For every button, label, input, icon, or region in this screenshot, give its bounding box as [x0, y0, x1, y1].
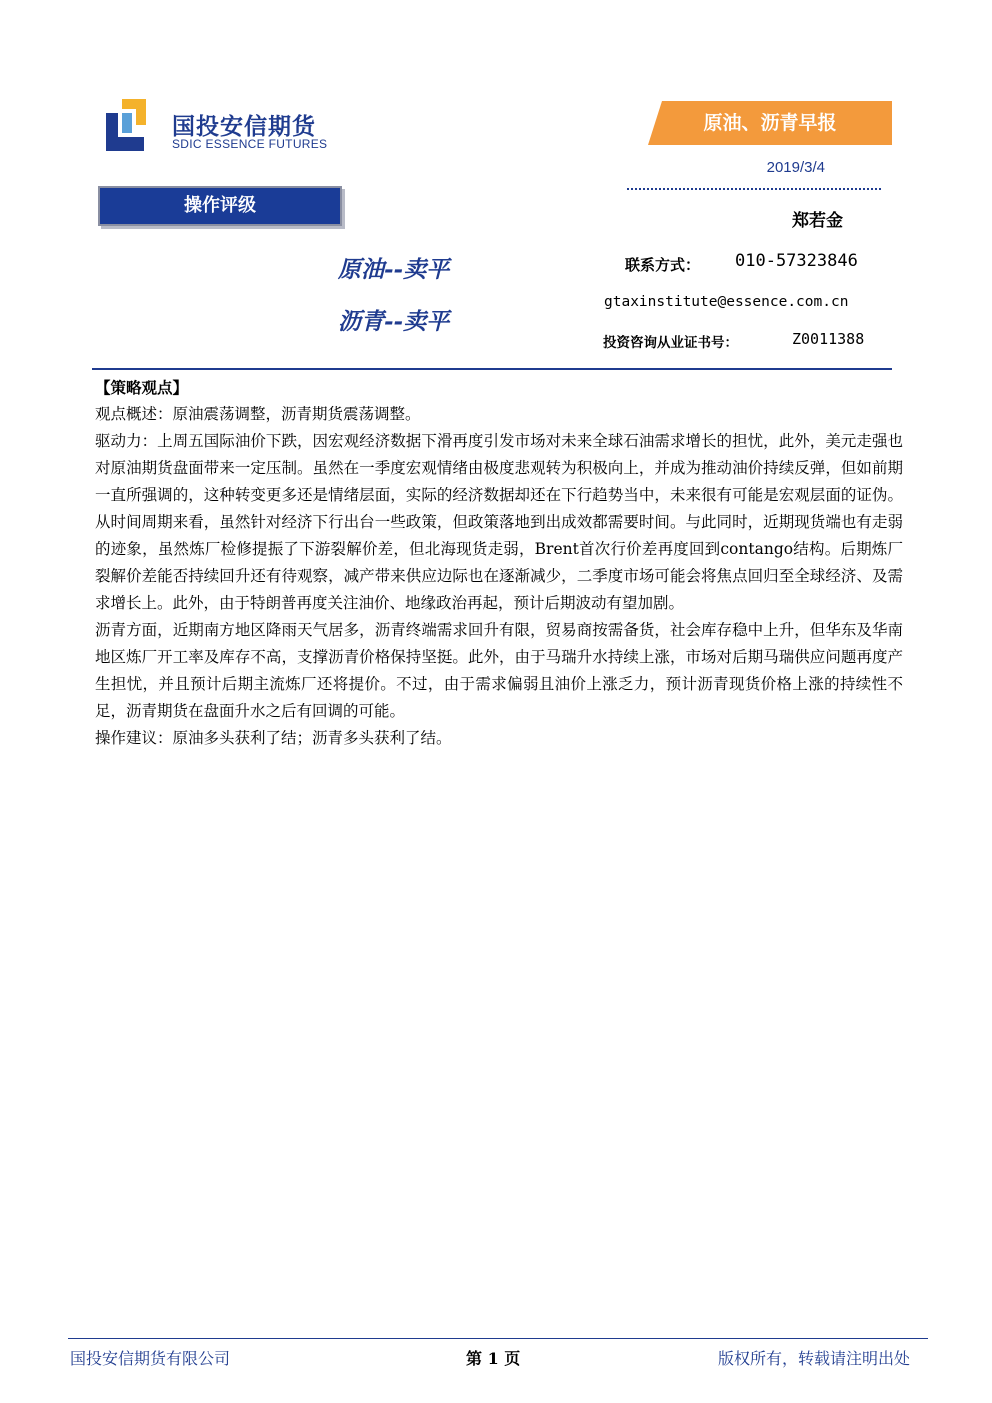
footer-divider	[68, 1338, 928, 1339]
report-type-title: 原油、沥青早报	[703, 112, 837, 134]
dotted-divider	[627, 188, 881, 190]
logo-text-cn: 国投安信期货	[172, 114, 316, 140]
section-title: 【策略观点】	[95, 378, 189, 397]
contact-phone: 010-57323846	[735, 251, 858, 271]
asphalt-rating: 沥青--卖平	[338, 308, 450, 335]
rating-box-label: 操作评级	[184, 195, 256, 216]
footer-company: 国投安信期货有限公司	[70, 1349, 231, 1368]
contact-email[interactable]: gtaxinstitute@essence.com.cn	[604, 294, 849, 310]
page-number: 第 1 页	[466, 1349, 521, 1368]
contact-label: 联系方式：	[625, 256, 701, 274]
drivers-paragraph: 驱动力：上周五国际油价下跌，因宏观经济数据下滑再度引发市场对未来全球石油需求增长的担忧，此外，美元走强也对原油期货盘面带来一定压制。虽然在一季度宏观情绪由极度悲观转为积极向上，并成为推动油价持续反弹，但如前期一直所强调的，这种转变更多还是情绪层面，实际的经济数据却还在下行趋势当中，未来很有可能是宏观层面的证伪。从时间周期来看，虽然针对经济下行出台一些政策，但政策落地到出成效都需要时间。与此同时，近期现货端也有走弱的迹象，虽然炼厂检修提振了下游裂解价差，但北海现货走弱，Brent首次行价差再度回到contango结构。后期炼厂裂解价差能否持续回升还有待观察，减产带来供应边际也在逐渐减少，二季度市场可能会将焦点回归至全球经济、及需求增长上。此外，由于特朗普再度关注油价、地缘政治再起，预计后期波动有望加剧。	[95, 432, 903, 612]
header-divider	[92, 368, 892, 370]
footer-copyright: 版权所有，转载请注明出处	[718, 1349, 911, 1368]
crude-rating: 原油--卖平	[338, 256, 450, 283]
advice-paragraph: 操作建议：原油多头获利了结；沥青多头获利了结。	[95, 729, 452, 747]
cert-label: 投资咨询从业证书号：	[603, 335, 738, 351]
report-date: 2019/3/4	[766, 159, 825, 176]
asphalt-paragraph: 沥青方面，近期南方地区降雨天气居多，沥青终端需求回升有限，贸易商按需备货，社会库存稳中上升，但华东及华南地区炼厂开工率及库存不高，支撑沥青价格保持坚挺。此外，由于马瑞升水持续上涨，市场对后期马瑞供应问题再度产生担忧，并且预计后期主流炼厂还将提价。不过，由于需求偏弱且油价上涨乏力，预计沥青现货价格上涨的持续性不足，沥青期货在盘面升水之后有回调的可能。	[95, 621, 903, 720]
company-logo-icon	[106, 99, 162, 151]
cert-number: Z0011388	[792, 330, 865, 348]
analyst-name: 郑若金	[792, 211, 843, 231]
summary-paragraph: 观点概述：原油震荡调整，沥青期货震荡调整。	[95, 405, 421, 423]
strategy-section	[95, 374, 903, 752]
logo-text-en: SDIC ESSENCE FUTURES	[172, 137, 328, 151]
